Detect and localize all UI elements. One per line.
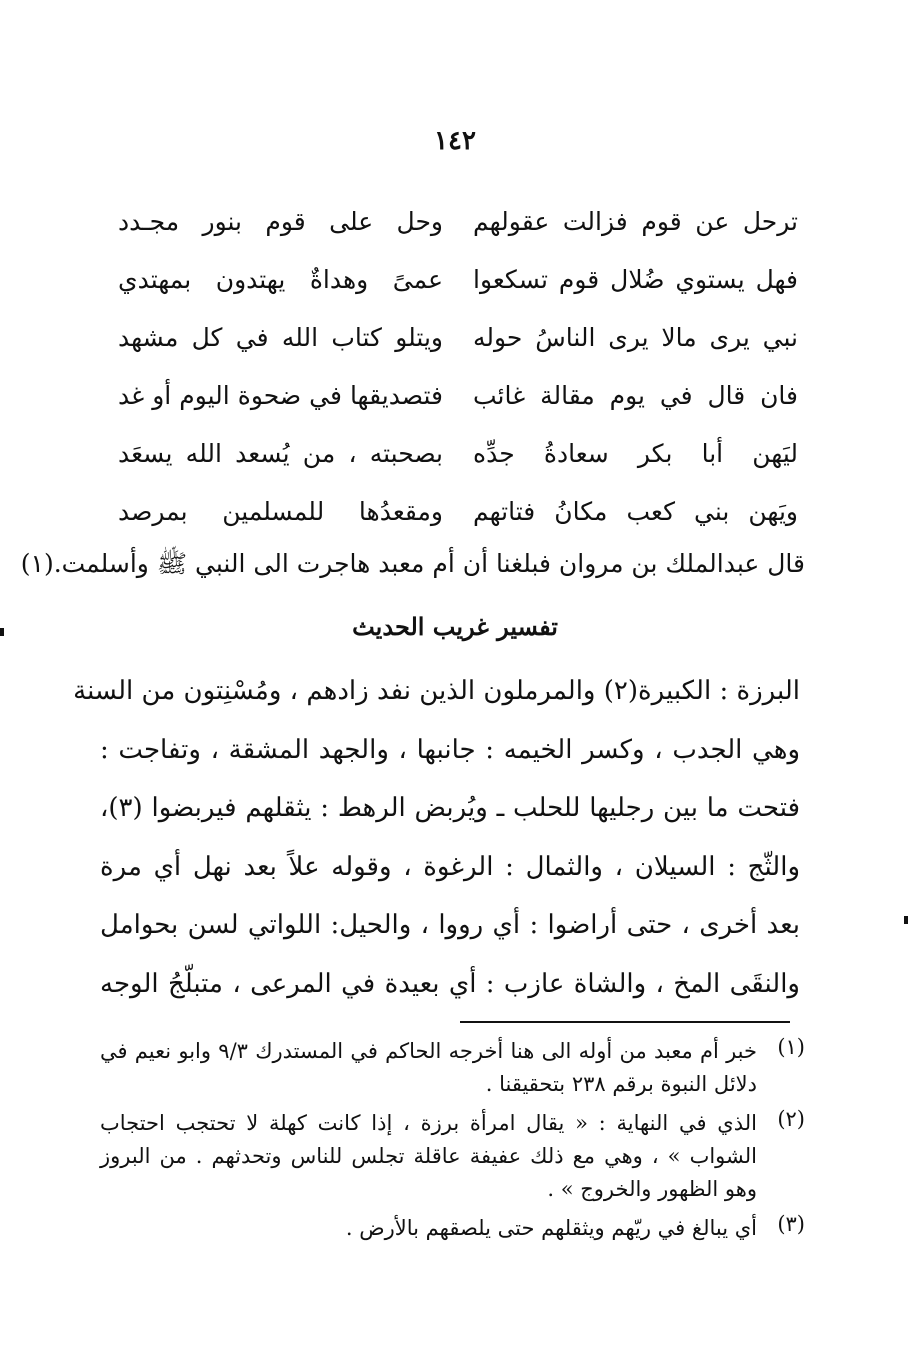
verse bbox=[118, 308, 798, 366]
scan-margin-mark bbox=[0, 628, 4, 636]
footnote bbox=[100, 1035, 805, 1101]
footnote bbox=[100, 1107, 805, 1206]
footnotes bbox=[100, 1035, 805, 1245]
footnote bbox=[100, 1212, 805, 1245]
footnote-number: (١) bbox=[777, 1035, 805, 1059]
body-line: بعد أخرى ، حتى أراضوا : أي رووا ، والحيل: اللواتي لسن بحوامل bbox=[100, 910, 800, 940]
footnote-line: الذي في النهاية : « يقال امرأة برزة ، إذا كانت كهلة لا تحتجب احتجاب bbox=[100, 1111, 757, 1135]
poem bbox=[118, 192, 798, 540]
footnote-rule bbox=[460, 1021, 790, 1023]
body-line: والنقَى المخ ، والشاة عازب : أي بعيدة في المرعى ، متبلّجُ الوجه bbox=[100, 968, 800, 999]
footnote-line: خبر أم معبد من أوله الى هنا أخرجه الحاكم في المستدرك ٩/٣ وابو نعيم في bbox=[100, 1039, 757, 1063]
hemistich-right: ليَهن أبا بكر سعادةُ جدِّه bbox=[473, 438, 798, 468]
footnote-number: (٢) bbox=[777, 1107, 805, 1131]
body-line: فتحت ما بين رجليها للحلب ـ ويُربض الرهط : يثقلهم فيربضوا (٣)، bbox=[100, 793, 800, 823]
hemistich-left: عمىً وهداةٌ يهتدون بمهتدي bbox=[118, 264, 443, 294]
body-line: وهي الجدب ، وكسر الخيمه : جانبها ، والجهد المشقة ، وتفاجت : bbox=[100, 734, 800, 765]
section-title: تفسير غريب الحديث bbox=[352, 612, 558, 641]
hemistich-right: فان قال في يوم مقالة غائب bbox=[473, 380, 798, 410]
narration-line: قال عبدالملك بن مروان فبلغنا أن أم معبد هاجرت الى النبي ﷺ وأسلمت.(١) bbox=[20, 549, 805, 578]
body-text bbox=[73, 662, 800, 1013]
hemistich-left: وحل على قوم بنور مجـدد bbox=[118, 206, 443, 236]
footnote-line: دلائل النبوة برقم ٢٣٨ بتحقيقنا . bbox=[485, 1072, 757, 1096]
hemistich-left: فتصديقها في ضحوة اليوم أو غد bbox=[118, 380, 443, 410]
footnote-line: أي يبالغ في ريّهم ويثقلهم حتى يلصقهم بالأرض . bbox=[345, 1216, 757, 1240]
verse bbox=[118, 482, 798, 540]
verse bbox=[118, 250, 798, 308]
verse bbox=[118, 366, 798, 424]
hemistich-right: ترحل عن قوم فزالت عقولهم bbox=[473, 206, 798, 236]
hemistich-left: بصحبته ، من يُسعد الله يسعَد bbox=[118, 438, 443, 468]
hemistich-left: ومقعدُها للمسلمين بمرصد bbox=[118, 496, 443, 526]
page-number: ١٤٢ bbox=[434, 126, 476, 156]
hemistich-left: ويتلو كتاب الله في كل مشهد bbox=[118, 322, 443, 352]
hemistich-right: فهل يستوي ضُلال قوم تسكعوا bbox=[473, 264, 798, 294]
hemistich-right: نبي يرى مالا يرى الناسُ حوله bbox=[473, 322, 798, 352]
scan-margin-mark bbox=[904, 916, 908, 924]
footnote-line: الشواب » ، وهي مع ذلك عفيفة عاقلة تجلس للناس وتحدثهم . من البروز bbox=[100, 1144, 757, 1168]
verse bbox=[118, 192, 798, 250]
verse bbox=[118, 424, 798, 482]
hemistich-right: ويَهن بني كعب مكانُ فتاتهم bbox=[473, 496, 798, 526]
body-line: والثّج : السيلان ، والثمال : الرغوة ، وقوله علاً بعد نهل أي مرة bbox=[100, 851, 800, 882]
body-line: البرزة : الكبيرة(٢) والمرملون الذين نفد زادهم ، ومُسْنِتون من السنة bbox=[73, 676, 800, 706]
footnote-number: (٣) bbox=[777, 1212, 805, 1236]
footnote-line: وهو الظهور والخروج » . bbox=[547, 1177, 757, 1201]
